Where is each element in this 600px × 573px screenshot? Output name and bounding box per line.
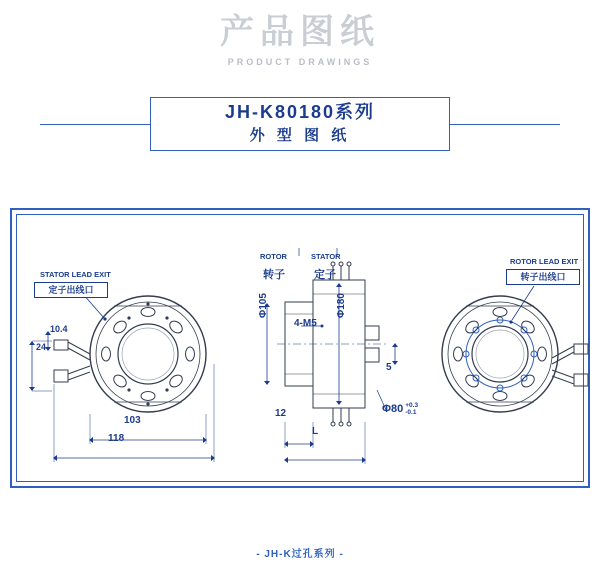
stator-en-label: STATOR [311,252,341,261]
dim-24-label: 24 [36,342,47,352]
drawing-frame [10,208,590,488]
footer-series-label: - JH-K过孔系列 - [256,549,344,560]
banner-text-group [150,89,450,159]
dim-103-label: 103 [124,415,141,426]
page-title: 产品图纸 [220,13,380,51]
dim-118-label: 118 [108,433,125,444]
stator-lead-exit-cn-label: 定子出线口 [34,282,108,298]
rotor-lead-exit-cn-label: 转子出线口 [506,269,580,285]
dia-105-label: Φ105 [258,293,269,318]
page-subtitle-en: PRODUCT DRAWINGS [227,57,373,68]
tolerance-upper: +0.3 [405,402,419,409]
dim-10-4-label: 10.4 [50,324,68,334]
banner-subtitle: 外 型 图 纸 [249,127,351,145]
left-view-drawing [18,214,248,484]
dim-12-label: 12 [275,408,287,419]
rotor-en-label: ROTOR [260,252,287,261]
rotor-lead-exit-en-label: ROTOR LEAD EXIT [510,257,579,266]
rotor-cn-label: 转子 [263,269,285,281]
banner-title: JH-K80180系列 [217,101,383,123]
dia-80-label: Φ80 [382,403,404,415]
series-banner [40,89,560,159]
tolerance-lower: -0.1 [405,409,417,416]
dim-5-label: 5 [386,362,392,373]
stator-cn-label: 定子 [314,269,336,281]
stator-lead-exit-en-label: STATOR LEAD EXIT [40,270,111,279]
dim-L-label: L [312,426,319,437]
dia-180-label: Φ180 [336,293,347,318]
thread-4-m5-label: 4-M5 [294,318,317,329]
center-view-drawing [237,222,427,482]
